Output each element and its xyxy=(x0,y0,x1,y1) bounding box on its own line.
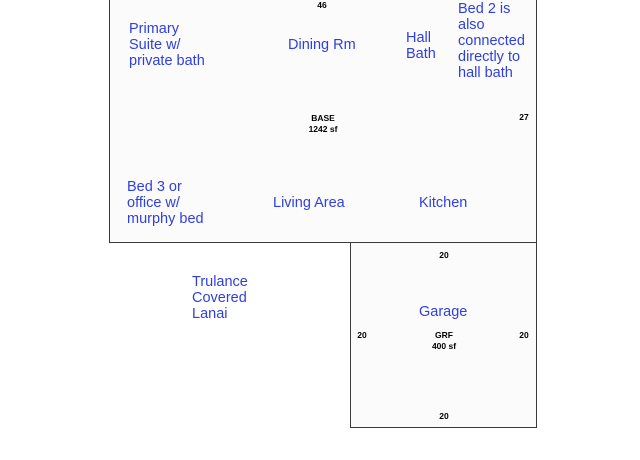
room-label-living: Living Area xyxy=(273,195,345,211)
garage-area-name: GRF xyxy=(435,330,453,340)
base-dimension-top: 46 xyxy=(317,0,327,10)
garage-dimension-bottom: 20 xyxy=(439,411,449,421)
room-label-primary-suite: Primary Suite w/ private bath xyxy=(129,21,205,69)
garage-dimension-top: 20 xyxy=(439,250,449,260)
room-label-garage: Garage xyxy=(419,304,468,320)
base-dimension-right: 27 xyxy=(519,112,529,122)
garage-dimension-left: 20 xyxy=(357,330,367,340)
room-label-kitchen: Kitchen xyxy=(419,195,468,211)
room-label-bed2: Bed 2 is also connected directly to hall bath xyxy=(458,1,525,81)
room-label-dining: Dining Rm xyxy=(288,37,356,53)
base-area-name: BASE xyxy=(311,113,335,123)
room-label-hall-bath: Hall Bath xyxy=(406,30,436,62)
garage-dimension-right: 20 xyxy=(519,330,529,340)
garage-area-sqft: 400 sf xyxy=(431,341,457,351)
room-label-lanai: Trulance Covered Lanai xyxy=(192,274,248,322)
base-area-sqft: 1242 sf xyxy=(308,124,338,134)
room-label-bed3: Bed 3 or office w/ murphy bed xyxy=(127,179,204,227)
